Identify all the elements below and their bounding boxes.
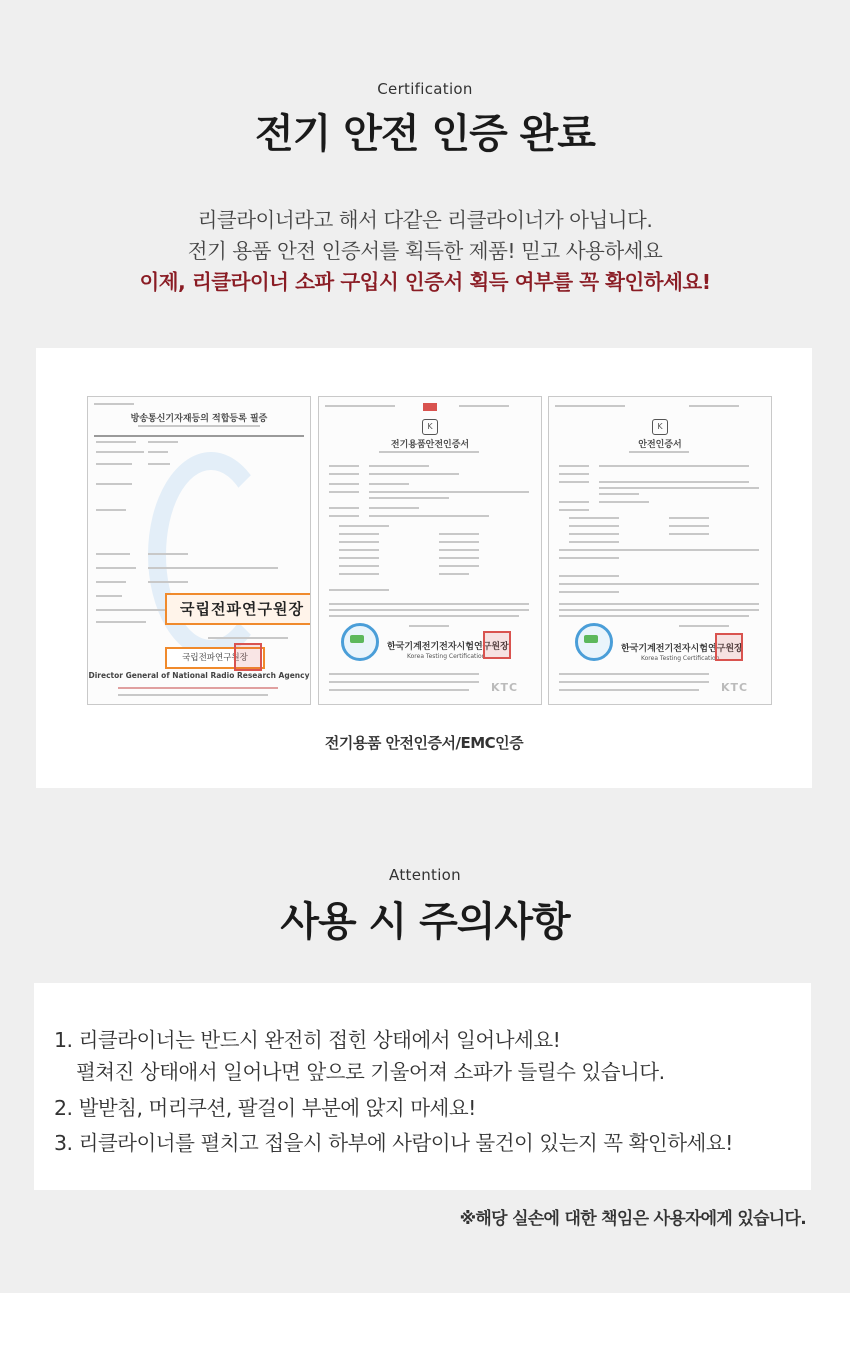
ktc-footer-logo: KTC xyxy=(721,681,749,694)
ktc-logo-icon xyxy=(341,623,379,661)
attention-eyebrow: Attention xyxy=(389,866,461,884)
intro-line-1: 리클라이너라고 해서 다같은 리클라이너가 아닙니다. xyxy=(197,208,653,232)
kc-mark-icon: K xyxy=(422,419,438,435)
intro-line-2: 전기 용품 안전 인증서를 획득한 제품! 믿고 사용하세요 xyxy=(187,239,663,263)
safety-certificate-image xyxy=(548,396,772,705)
certification-eyebrow: Certification xyxy=(377,80,473,98)
certificate-caption: 전기용품 안전인증서/EMC인증 xyxy=(324,734,524,752)
radio-agency-certificate-image xyxy=(87,396,311,705)
doc-top-mark xyxy=(423,403,437,411)
ktc-footer-logo: KTC xyxy=(491,681,519,694)
attention-title: 사용 시 주의사항 xyxy=(280,899,570,945)
certification-intro xyxy=(0,205,850,298)
doc-header: 안전인증서 xyxy=(638,440,682,450)
caution-notes-panel xyxy=(34,983,811,1190)
ktc-issuer-sub: Korea Testing Certification xyxy=(407,653,486,660)
certification-title: 전기 안전 인증 완료 xyxy=(255,111,595,157)
doc-header: 전기용품안전인증서 xyxy=(390,440,470,450)
note-1-continuation: 펼쳐진 상태애서 일어나면 앞으로 기울어져 소파가 들릴수 있습니다. xyxy=(76,1060,665,1084)
note-3: 3. 리클라이너를 펼치고 접을시 하부에 사람이나 물건이 있는지 꼭 확인하세요! xyxy=(54,1131,733,1155)
agency-director-stamp-highlight: 국립전파연구원장 xyxy=(165,593,311,625)
ktc-issuer-sub: Korea Testing Certification xyxy=(641,655,720,662)
ktc-issuer-name: 한국기계전기전자시험연구원장 xyxy=(387,642,509,652)
ktc-logo-icon xyxy=(575,623,613,661)
intro-highlight: 이제, 리클라이너 소파 구입시 인증서 획득 여부를 꼭 확인하세요! xyxy=(139,270,711,294)
red-seal-icon xyxy=(483,631,511,659)
doc-footer: Director General of National Radio Research Agency xyxy=(88,671,310,680)
kc-watermark xyxy=(148,452,274,658)
note-2: 2. 발받침, 머리쿠션, 팔걸이 부분에 앉지 마세요! xyxy=(54,1096,476,1120)
kc-mark-icon: K xyxy=(652,419,668,435)
responsibility-disclaimer: ※해당 실손에 대한 책임은 사용자에게 있습니다. xyxy=(459,1209,806,1229)
red-seal-icon xyxy=(234,643,262,671)
note-1: 1. 리클라이너는 반드시 완전히 접힌 상태에서 일어나세요! xyxy=(54,1028,561,1052)
doc-header: 방송통신기자재등의 적합등록 필증 xyxy=(130,414,268,424)
agency-director-stamp-small: 국립전파연구원장 xyxy=(165,647,265,669)
certificate-panel xyxy=(36,348,812,788)
electrical-safety-certificate-image xyxy=(318,396,542,705)
red-seal-icon xyxy=(715,633,743,661)
ktc-issuer-name: 한국기계전기전자시험연구원장 xyxy=(621,644,743,654)
